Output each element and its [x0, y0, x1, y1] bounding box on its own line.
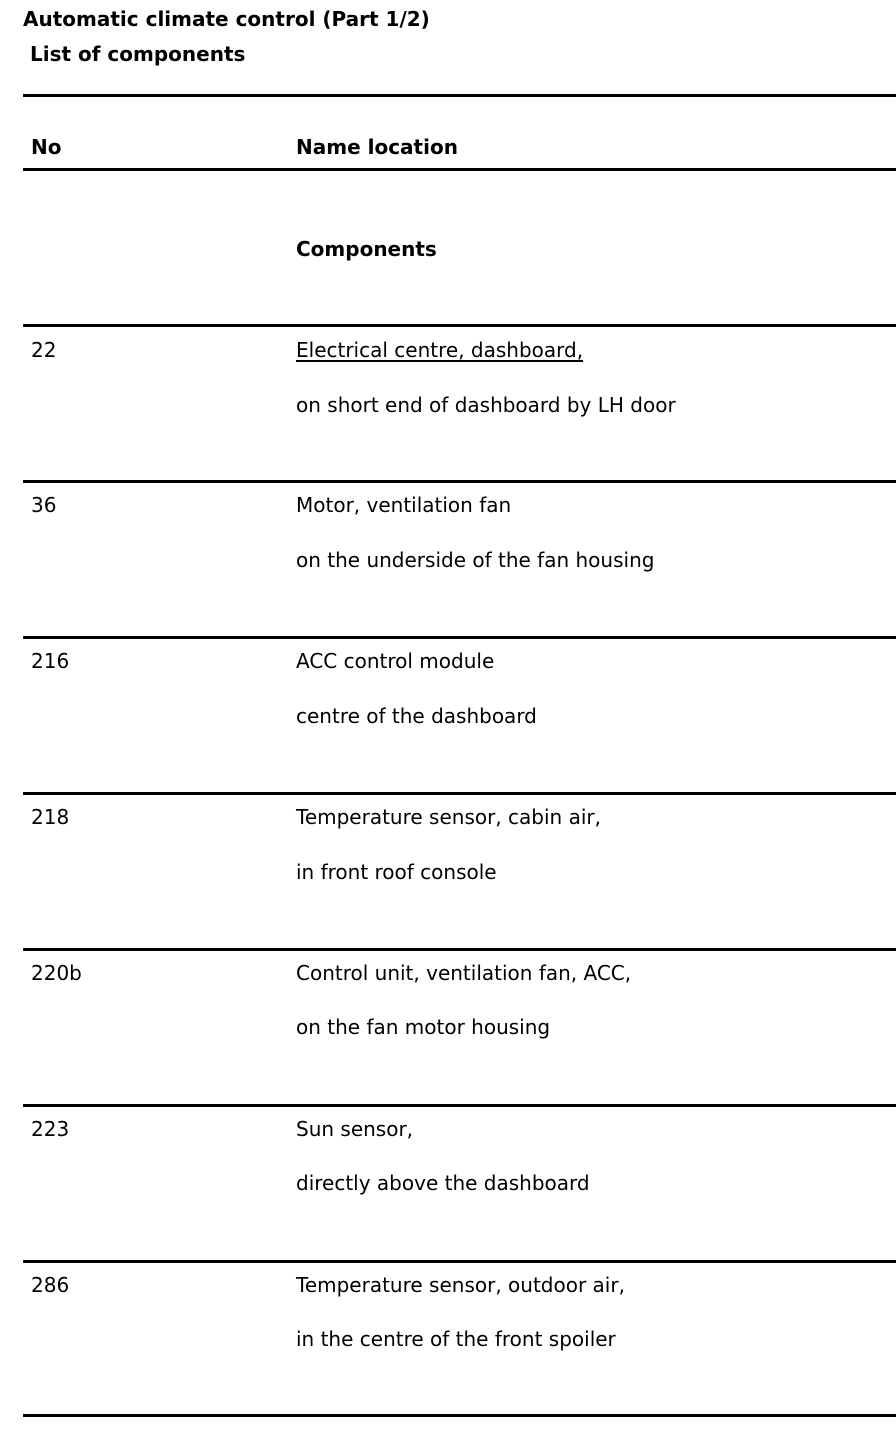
document-title: Automatic climate control (Part 1/2) — [23, 7, 430, 31]
row-no: 223 — [31, 1117, 70, 1141]
row-location: on the fan motor housing — [296, 1015, 551, 1039]
row-rule — [23, 480, 896, 483]
row-no: 216 — [31, 649, 70, 673]
row-no: 220b — [31, 961, 82, 985]
section-heading: Components — [296, 237, 437, 261]
row-rule — [23, 948, 896, 951]
row-no: 286 — [31, 1273, 70, 1297]
row-location: on short end of dashboard by LH door — [296, 393, 676, 417]
row-location: directly above the dashboard — [296, 1171, 590, 1195]
row-location: in the centre of the front spoiler — [296, 1327, 616, 1351]
row-location: in front roof console — [296, 860, 497, 884]
row-name: Motor, ventilation fan — [296, 493, 512, 517]
row-no: 22 — [31, 338, 57, 362]
row-no: 218 — [31, 805, 70, 829]
row-rule — [23, 1260, 896, 1263]
row-no: 36 — [31, 493, 57, 517]
row-rule — [23, 324, 896, 327]
row-name: Sun sensor, — [296, 1117, 414, 1141]
table-top-rule — [23, 94, 896, 97]
row-name-link[interactable]: Electrical centre, dashboard, — [296, 338, 584, 362]
row-rule — [23, 792, 896, 795]
header-name-location: Name location — [296, 135, 458, 159]
header-rule — [23, 168, 896, 171]
row-location: on the underside of the fan housing — [296, 548, 655, 572]
row-location: centre of the dashboard — [296, 704, 537, 728]
header-no: No — [31, 135, 62, 159]
document-subtitle: List of components — [30, 42, 246, 66]
row-name: Temperature sensor, cabin air, — [296, 805, 601, 829]
row-name: ACC control module — [296, 649, 495, 673]
table-bottom-rule — [23, 1414, 896, 1417]
row-rule — [23, 636, 896, 639]
row-rule — [23, 1104, 896, 1107]
row-name: Temperature sensor, outdoor air, — [296, 1273, 625, 1297]
row-name: Control unit, ventilation fan, ACC, — [296, 961, 632, 985]
